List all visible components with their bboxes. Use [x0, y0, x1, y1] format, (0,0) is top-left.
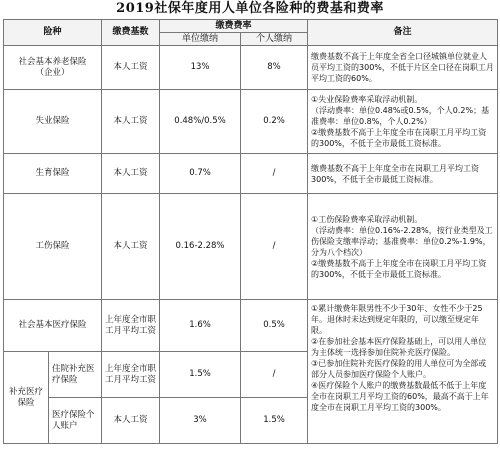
row-employer-rate: 1.6%: [160, 300, 241, 352]
header-contribution-base: 缴费基数: [102, 20, 160, 46]
row-employer-rate: 1.5%: [160, 352, 241, 398]
row-type: 失业保险: [4, 90, 102, 154]
row-type: 社会基本养老保险 （企业）: [4, 46, 102, 90]
header-remarks: 备注: [308, 20, 498, 46]
table-row-maternity: [4, 154, 498, 194]
row-type: 社会基本医疗保险: [4, 300, 102, 352]
medical-remarks: ①累计缴费年限男性不少于30年、女性不少于25年。退休时未达到规定年限的，可以缴至规定年限。 ②在参加社会基本医疗保险基础上，可以用人单位为主体统一选择参加住院补充医疗保险。 ③已参加住院补充医疗保险的用人单位可为全部或部分人员参加医疗保险个人账户。 ④医疗保险个人账户的缴费基数最低不低于上年度全市在岗职工月平均工资的60%，最高不高于上年度全市在岗职工月平均工资的300%。: [308, 300, 498, 444]
row-personal-rate: 0.2%: [241, 90, 308, 154]
page-title: 2019社保年度用人单位各险种的费基和费率: [116, 1, 384, 16]
header-employer: 单位缴纳: [160, 33, 241, 46]
row-personal-rate: /: [241, 352, 308, 398]
row-type: 住院补充医疗保险: [49, 352, 102, 398]
row-employer-rate: 3%: [160, 398, 241, 444]
row-type: 医疗保险个人账户: [49, 398, 102, 444]
row-remarks: 缴费基数不高于上年度全省全口径城镇单位就业人员平均工资的300%，不低于片区全口径在岗职工月平均工资的60%。: [308, 46, 498, 90]
row-employer-rate: 0.16-2.28%: [160, 194, 241, 300]
header-contribution-rate: 缴费费率: [160, 20, 308, 33]
row-personal-rate: 8%: [241, 46, 308, 90]
row-personal-rate: 1.5%: [241, 398, 308, 444]
row-remarks: ①工伤保险费率采取浮动机制。 （浮动费率：单位0.16%-2.28%，按行业类型及工伤保险支缴率浮动；基准费率：单位0.2%-1.9%，分为八个档次） ②缴费基数不高于上年度全市在岗职工月平均工资的300%，不低于全市最低工资标准。: [308, 194, 498, 300]
row-base: 上年度全市职工月平均工资: [102, 352, 160, 398]
table-row-unemployment: [4, 90, 498, 154]
header-row-1: [4, 20, 498, 33]
table-row-medical: [4, 300, 498, 352]
row-personal-rate: /: [241, 194, 308, 300]
row-personal-rate: 0.5%: [241, 300, 308, 352]
supplement-group-label: 补充医疗保险: [4, 352, 49, 444]
row-employer-rate: 0.7%: [160, 154, 241, 194]
row-type: 工伤保险: [4, 194, 102, 300]
header-insurance-type: 险种: [4, 20, 102, 46]
row-personal-rate: /: [241, 154, 308, 194]
insurance-rate-table: [3, 19, 498, 444]
row-employer-rate: 13%: [160, 46, 241, 90]
row-base: 本人工资: [102, 46, 160, 90]
row-type: 生育保险: [4, 154, 102, 194]
table-row-injury: [4, 194, 498, 300]
row-base: 本人工资: [102, 90, 160, 154]
table-row-pension: [4, 46, 498, 90]
row-base: 本人工资: [102, 154, 160, 194]
row-remarks: 缴费基数不高于上年度全市在岗职工月平均工资300%，不低于全市最低工资标准。: [308, 154, 498, 194]
row-base: 本人工资: [102, 194, 160, 300]
row-base: 本人工资: [102, 398, 160, 444]
row-base: 上年度全市职工月平均工资: [102, 300, 160, 352]
row-employer-rate: 0.48%/0.5%: [160, 90, 241, 154]
header-personal: 个人缴纳: [241, 33, 308, 46]
row-remarks: ①失业保险费率采取浮动机制。 （浮动费率：单位0.48%或0.5%，个人0.2%；基准费率：单位0.8%，个人0.2%） ②缴费基数不高于上年度全市在岗职工月平均工资的300%，不低于全市最低工资标准。: [308, 90, 498, 154]
